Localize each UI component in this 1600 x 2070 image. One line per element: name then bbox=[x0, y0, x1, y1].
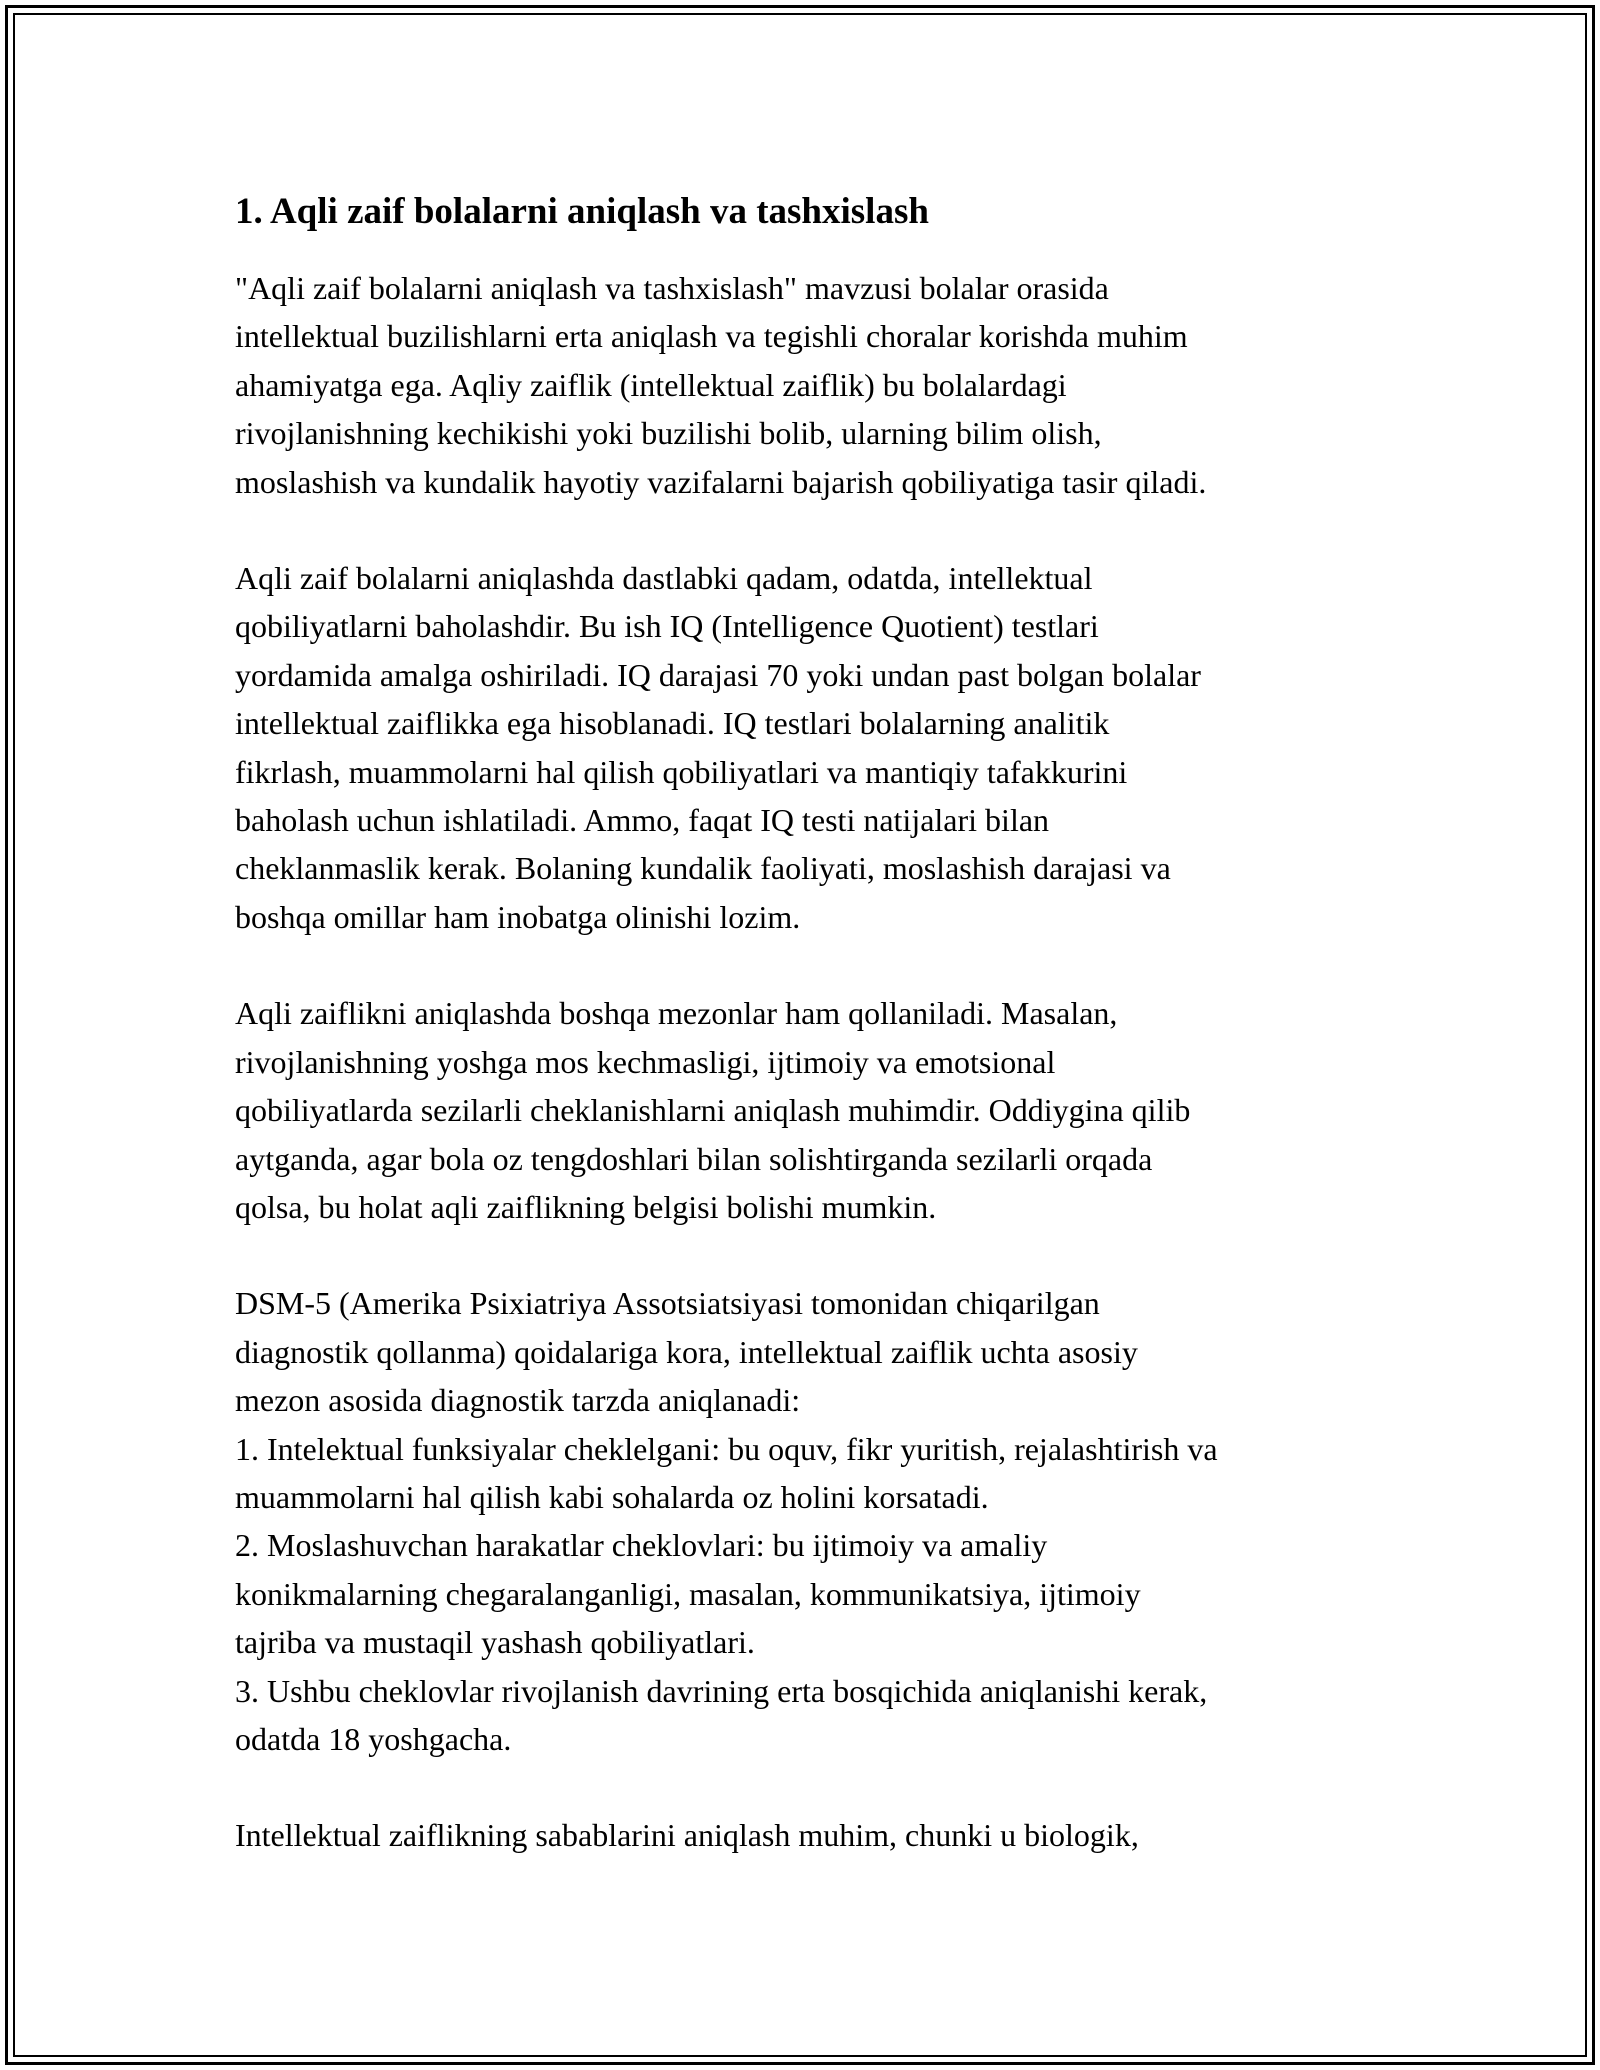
list-item-line: odatda 18 yoshgacha. bbox=[235, 1720, 512, 1757]
list-item-line: 2. Moslashuvchan harakatlar cheklovlari: bu ijtimoiy va amaliy bbox=[235, 1527, 1048, 1564]
text-line: mezon asosida diagnostik tarzda aniqlanadi: bbox=[235, 1382, 801, 1419]
paragraph-causes bbox=[235, 1811, 1395, 1859]
list-item-line: muammolarni hal qilish kabi sohalarda oz holini korsatadi. bbox=[235, 1478, 989, 1515]
text-line: qobiliyatlarda sezilarli cheklanishlarni aniqlash muhimdir. Oddiygina qilib bbox=[235, 1092, 1191, 1129]
text-line: moslashish va kundalik hayotiy vazifalarni bajarish qobiliyatiga tasir qiladi. bbox=[235, 463, 1207, 500]
text-line: qobiliyatlarni baholashdir. Bu ish IQ (Intelligence Quotient) testlari bbox=[235, 608, 1099, 645]
text-line: rivojlanishning kechikishi yoki buzilishi bolib, ularning bilim olish, bbox=[235, 415, 1102, 452]
paragraph-dsm5 bbox=[235, 1279, 1395, 1763]
text-line: diagnostik qollanma) qoidalariga kora, intellektual zaiflik uchta asosiy bbox=[235, 1333, 1138, 1370]
text-line: Aqli zaif bolalarni aniqlashda dastlabki qadam, odatda, intellektual bbox=[235, 560, 1093, 597]
text-line: fikrlash, muammolarni hal qilish qobiliyatlari va mantiqiy tafakkurini bbox=[235, 753, 1128, 790]
text-line: Aqli zaiflikni aniqlashda boshqa mezonlar ham qollaniladi. Masalan, bbox=[235, 995, 1118, 1032]
text-line: cheklanmaslik kerak. Bolaning kundalik faoliyati, moslashish darajasi va bbox=[235, 850, 1171, 887]
list-item-line: tajriba va mustaqil yashash qobiliyatlari. bbox=[235, 1624, 755, 1661]
paragraph-other-criteria bbox=[235, 989, 1395, 1231]
text-line: rivojlanishning yoshga mos kechmasligi, ijtimoiy va emotsional bbox=[235, 1043, 1056, 1080]
text-line: ahamiyatga ega. Aqliy zaiflik (intellektual zaiflik) bu bolalardagi bbox=[235, 366, 1067, 403]
text-line: boshqa omillar ham inobatga olinishi lozim. bbox=[235, 898, 801, 935]
paragraph-intro bbox=[235, 264, 1395, 506]
text-line: DSM-5 (Amerika Psixiatriya Assotsiatsiyasi tomonidan chiqarilgan bbox=[235, 1285, 1100, 1322]
text-line: intellektual buzilishlarni erta aniqlash va tegishli choralar korishda muhim bbox=[235, 318, 1188, 355]
section-heading: 1. Aqli zaif bolalarni aniqlash va tashxislash bbox=[235, 191, 929, 232]
text-line: baholash uchun ishlatiladi. Ammo, faqat IQ testi natijalari bilan bbox=[235, 802, 1050, 839]
list-item-line: 3. Ushbu cheklovlar rivojlanish davrining erta bosqichida aniqlanishi kerak, bbox=[235, 1672, 1208, 1709]
list-item-line: 1. Intelektual funksiyalar cheklelgani: bu oquv, fikr yuritish, rejalashtirish va bbox=[235, 1430, 1218, 1467]
text-line: Intellektual zaiflikning sabablarini aniqlash muhim, chunki u biologik, bbox=[235, 1817, 1139, 1854]
text-line: qolsa, bu holat aqli zaiflikning belgisi bolishi mumkin. bbox=[235, 1188, 937, 1225]
list-item-line: konikmalarning chegaralanganligi, masalan, kommunikatsiya, ijtimoiy bbox=[235, 1575, 1141, 1612]
text-line: "Aqli zaif bolalarni aniqlash va tashxislash" mavzusi bolalar orasida bbox=[235, 270, 1109, 306]
paragraph-iq-testing bbox=[235, 554, 1395, 941]
text-line: intellektual zaiflikka ega hisoblanadi. IQ testlari bolalarning analitik bbox=[235, 705, 1110, 742]
text-line: yordamida amalga oshiriladi. IQ darajasi 70 yoki undan past bolgan bolalar bbox=[235, 656, 1201, 693]
text-line: aytganda, agar bola oz tengdoshlari bilan solishtirganda sezilarli orqada bbox=[235, 1140, 1153, 1177]
document-body bbox=[235, 188, 1395, 1908]
